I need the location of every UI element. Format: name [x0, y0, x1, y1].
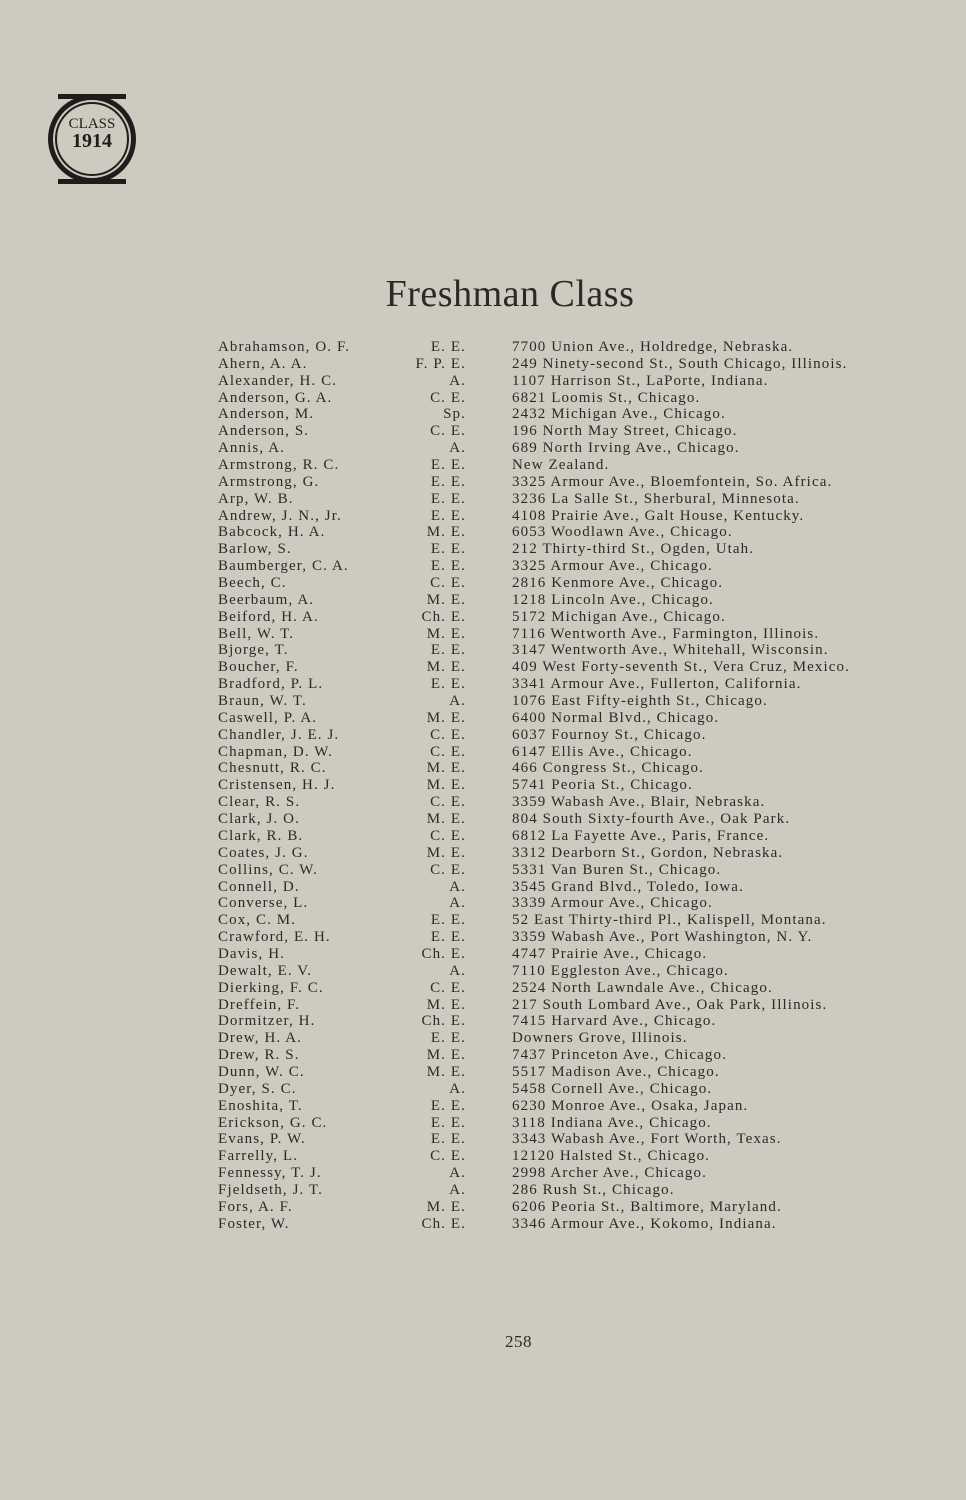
course: A. [449, 895, 466, 912]
student-list [0, 339, 966, 1233]
student-name: Clear, R. S. [218, 794, 301, 811]
student-row [0, 811, 966, 828]
student-row [0, 406, 966, 423]
student-name: Bradford, P. L. [218, 676, 324, 693]
course: E. E. [430, 642, 466, 659]
student-row [0, 980, 966, 997]
course: C. E. [430, 726, 466, 743]
student-row [0, 946, 966, 963]
course: E. E. [430, 457, 466, 474]
address: 3343 Wabash Ave., Fort Worth, Texas. [512, 1131, 782, 1148]
course: E. E. [430, 1131, 466, 1148]
course: C. E. [430, 389, 466, 406]
student-name: Chandler, J. E. J. [218, 726, 340, 743]
address: 6147 Ellis Ave., Chicago. [512, 743, 693, 760]
address: 1218 Lincoln Ave., Chicago. [512, 591, 714, 608]
student-name: Braun, W. T. [218, 693, 307, 710]
student-row [0, 845, 966, 862]
course: E. E. [430, 676, 466, 693]
student-name: Davis, H. [218, 945, 285, 962]
student-row [0, 963, 966, 980]
student-row [0, 693, 966, 710]
student-name: Fors, A. F. [218, 1198, 293, 1215]
address: Downers Grove, Illinois. [512, 1030, 688, 1047]
student-name: Collins, C. W. [218, 861, 319, 878]
student-row [0, 626, 966, 643]
address: 689 North Irving Ave., Chicago. [512, 440, 740, 457]
course: A. [449, 962, 466, 979]
address: 212 Thirty-third St., Ogden, Utah. [512, 541, 755, 558]
student-row [0, 777, 966, 794]
course: C. E. [430, 794, 466, 811]
student-row [0, 373, 966, 390]
student-name: Armstrong, R. C. [218, 457, 340, 474]
student-name: Clark, R. B. [218, 827, 304, 844]
student-row [0, 710, 966, 727]
address: 3359 Wabash Ave., Port Washington, N. Y. [512, 929, 813, 946]
course: C. E. [430, 861, 466, 878]
student-name: Fennessy, T. J. [218, 1165, 322, 1182]
address: 7700 Union Ave., Holdredge, Nebraska. [512, 339, 794, 355]
address: 7116 Wentworth Ave., Farmington, Illinois. [512, 625, 820, 642]
student-name: Anderson, M. [218, 406, 315, 423]
address: 5741 Peoria St., Chicago. [512, 777, 693, 794]
course: E. E. [430, 473, 466, 490]
course: Ch. E. [421, 1215, 466, 1232]
address: 1107 Harrison St., LaPorte, Indiana. [512, 372, 769, 389]
course: A. [449, 440, 466, 457]
student-row [0, 912, 966, 929]
student-row [0, 356, 966, 373]
address: 466 Congress St., Chicago. [512, 760, 704, 777]
student-name: Annis, A. [218, 440, 285, 457]
student-row [0, 794, 966, 811]
student-name: Anderson, S. [218, 423, 310, 440]
student-row [0, 440, 966, 457]
course: M. E. [426, 1063, 466, 1080]
address: 2998 Archer Ave., Chicago. [512, 1165, 707, 1182]
address: 6053 Woodlawn Ave., Chicago. [512, 524, 733, 541]
address: 3147 Wentworth Ave., Whitehall, Wisconsin. [512, 642, 829, 659]
address: 5517 Madison Ave., Chicago. [512, 1063, 720, 1080]
address: 2524 North Lawndale Ave., Chicago. [512, 979, 773, 996]
address: 196 North May Street, Chicago. [512, 423, 738, 440]
student-name: Chapman, D. W. [218, 743, 333, 760]
course: E. E. [430, 1030, 466, 1047]
course: E. E. [430, 1114, 466, 1131]
address: 5458 Cornell Ave., Chicago. [512, 1080, 713, 1097]
course: C. E. [430, 827, 466, 844]
student-name: Caswell, P. A. [218, 709, 318, 726]
student-row [0, 862, 966, 879]
student-name: Alexander, H. C. [218, 372, 338, 389]
address: 6230 Monroe Ave., Osaka, Japan. [512, 1097, 749, 1114]
course: A. [449, 693, 466, 710]
student-name: Cristensen, H. J. [218, 777, 336, 794]
address: 2432 Michigan Ave., Chicago. [512, 406, 726, 423]
student-row [0, 1115, 966, 1132]
course: E. E. [430, 1097, 466, 1114]
course: E. E. [430, 507, 466, 524]
course: Sp. [443, 406, 466, 423]
student-name: Drew, R. S. [218, 1047, 300, 1064]
student-name: Anderson, G. A. [218, 389, 333, 406]
svg-text:CLASS: CLASS [68, 116, 116, 132]
student-name: Ahern, A. A. [218, 355, 308, 372]
student-name: Dunn, W. C. [218, 1063, 305, 1080]
student-row [0, 642, 966, 659]
student-name: Evans, P. W. [218, 1131, 306, 1148]
student-name: Barlow, S. [218, 541, 292, 558]
student-row [0, 1165, 966, 1182]
student-row [0, 744, 966, 761]
student-row [0, 1013, 966, 1030]
student-row [0, 474, 966, 491]
course: C. E. [430, 1148, 466, 1165]
course: M. E. [426, 625, 466, 642]
course: C. E. [430, 423, 466, 440]
course: M. E. [426, 811, 466, 828]
address: 3312 Dearborn St., Gordon, Nebraska. [512, 844, 784, 861]
address: 3341 Armour Ave., Fullerton, California. [512, 676, 802, 693]
address: 409 West Forty-seventh St., Vera Cruz, Mexico. [512, 659, 850, 676]
address: 6821 Loomis St., Chicago. [512, 389, 701, 406]
student-row [0, 575, 966, 592]
course: E. E. [430, 912, 466, 929]
student-row [0, 558, 966, 575]
course: C. E. [430, 743, 466, 760]
student-name: Armstrong, G. [218, 473, 320, 490]
student-row [0, 1098, 966, 1115]
course: M. E. [426, 777, 466, 794]
student-name: Babcock, H. A. [218, 524, 326, 541]
address: 6037 Fournoy St., Chicago. [512, 726, 707, 743]
student-name: Enoshita, T. [218, 1097, 303, 1114]
address: 7415 Harvard Ave., Chicago. [512, 1013, 717, 1030]
course: F. P. E. [415, 355, 466, 372]
address: 217 South Lombard Ave., Oak Park, Illinois. [512, 996, 828, 1013]
course: M. E. [426, 1047, 466, 1064]
course: M. E. [426, 760, 466, 777]
student-name: Andrew, J. N., Jr. [218, 507, 342, 524]
student-row [0, 1047, 966, 1064]
student-row [0, 390, 966, 407]
student-row [0, 676, 966, 693]
student-row [0, 1199, 966, 1216]
course: Ch. E. [421, 1013, 466, 1030]
course: Ch. E. [421, 608, 466, 625]
address: 5172 Michigan Ave., Chicago. [512, 608, 726, 625]
student-row [0, 592, 966, 609]
student-name: Dormitzer, H. [218, 1013, 316, 1030]
address: 3325 Armour Ave., Chicago. [512, 558, 713, 575]
student-name: Crawford, E. H. [218, 929, 331, 946]
address: 12120 Halsted St., Chicago. [512, 1148, 711, 1165]
address: 4108 Prairie Ave., Galt House, Kentucky. [512, 507, 805, 524]
student-name: Arp, W. B. [218, 490, 294, 507]
address: 5331 Van Buren St., Chicago. [512, 861, 722, 878]
student-row [0, 1030, 966, 1047]
student-row [0, 1182, 966, 1199]
course: E. E. [430, 558, 466, 575]
class-emblem-logo [44, 92, 140, 186]
address: 3346 Armour Ave., Kokomo, Indiana. [512, 1215, 777, 1232]
student-name: Foster, W. [218, 1215, 290, 1232]
address: 6206 Peoria St., Baltimore, Maryland. [512, 1198, 782, 1215]
address: 7110 Eggleston Ave., Chicago. [512, 962, 729, 979]
student-name: Clark, J. O. [218, 811, 300, 828]
course: E. E. [430, 490, 466, 507]
course: A. [449, 1165, 466, 1182]
student-name: Beerbaum, A. [218, 591, 315, 608]
student-row [0, 659, 966, 676]
student-name: Boucher, F. [218, 659, 299, 676]
student-name: Erickson, G. C. [218, 1114, 328, 1131]
address: 3118 Indiana Ave., Chicago. [512, 1114, 712, 1131]
student-name: Drew, H. A. [218, 1030, 303, 1047]
student-name: Fjeldseth, J. T. [218, 1181, 323, 1198]
student-row [0, 727, 966, 744]
course: Ch. E. [421, 945, 466, 962]
address: 3236 La Salle St., Sherbural, Minnesota. [512, 490, 800, 507]
address: 6400 Normal Blvd., Chicago. [512, 709, 720, 726]
student-name: Farrelly, L. [218, 1148, 299, 1165]
course: C. E. [430, 575, 466, 592]
student-name: Chesnutt, R. C. [218, 760, 327, 777]
student-row [0, 879, 966, 896]
student-row [0, 997, 966, 1014]
student-row [0, 457, 966, 474]
course: M. E. [426, 659, 466, 676]
student-row [0, 929, 966, 946]
student-row [0, 1216, 966, 1233]
svg-text:1914: 1914 [72, 130, 112, 152]
student-row [0, 423, 966, 440]
page-title: Freshman Class [385, 273, 635, 315]
student-row [0, 491, 966, 508]
student-row [0, 895, 966, 912]
student-name: Dreffein, F. [218, 996, 301, 1013]
student-row [0, 1064, 966, 1081]
student-row [0, 339, 966, 356]
address: 4747 Prairie Ave., Chicago. [512, 945, 708, 962]
student-row [0, 828, 966, 845]
course: M. E. [426, 844, 466, 861]
address: 7437 Princeton Ave., Chicago. [512, 1047, 727, 1064]
course: E. E. [430, 929, 466, 946]
course: C. E. [430, 979, 466, 996]
course: A. [449, 1181, 466, 1198]
course: A. [449, 372, 466, 389]
address: 2816 Kenmore Ave., Chicago. [512, 575, 724, 592]
student-row [0, 541, 966, 558]
student-name: Dewalt, E. V. [218, 962, 313, 979]
address: 3325 Armour Ave., Bloemfontein, So. Africa. [512, 473, 833, 490]
address: 3359 Wabash Ave., Blair, Nebraska. [512, 794, 766, 811]
address: 1076 East Fifty-eighth St., Chicago. [512, 693, 768, 710]
address: New Zealand. [512, 457, 610, 474]
student-row [0, 508, 966, 525]
address: 286 Rush St., Chicago. [512, 1181, 675, 1198]
course: M. E. [426, 709, 466, 726]
address: 804 South Sixty-fourth Ave., Oak Park. [512, 811, 791, 828]
address: 3339 Armour Ave., Chicago. [512, 895, 713, 912]
address: 249 Ninety-second St., South Chicago, Illinois. [512, 355, 848, 372]
course: A. [449, 878, 466, 895]
student-name: Abrahamson, O. F. [218, 339, 351, 355]
course: A. [449, 1080, 466, 1097]
course: E. E. [430, 541, 466, 558]
course: M. E. [426, 1198, 466, 1215]
address: 6812 La Fayette Ave., Paris, France. [512, 827, 770, 844]
page-number: 258 [505, 1332, 532, 1351]
student-name: Beiford, H. A. [218, 608, 319, 625]
student-name: Dierking, F. C. [218, 979, 324, 996]
student-row [0, 524, 966, 541]
course: M. E. [426, 524, 466, 541]
address: 3545 Grand Blvd., Toledo, Iowa. [512, 878, 744, 895]
student-row [0, 1148, 966, 1165]
student-name: Bjorge, T. [218, 642, 289, 659]
student-name: Coates, J. G. [218, 844, 309, 861]
student-name: Converse, L. [218, 895, 309, 912]
course: M. E. [426, 591, 466, 608]
student-row [0, 1131, 966, 1148]
student-name: Dyer, S. C. [218, 1080, 297, 1097]
address: 52 East Thirty-third Pl., Kalispell, Montana. [512, 912, 827, 929]
course: M. E. [426, 996, 466, 1013]
student-name: Baumberger, C. A. [218, 558, 349, 575]
student-name: Cox, C. M. [218, 912, 297, 929]
student-row [0, 609, 966, 626]
student-name: Connell, D. [218, 878, 300, 895]
student-name: Beech, C. [218, 575, 287, 592]
student-name: Bell, W. T. [218, 625, 295, 642]
student-row [0, 760, 966, 777]
student-row [0, 1081, 966, 1098]
course: E. E. [430, 339, 466, 355]
